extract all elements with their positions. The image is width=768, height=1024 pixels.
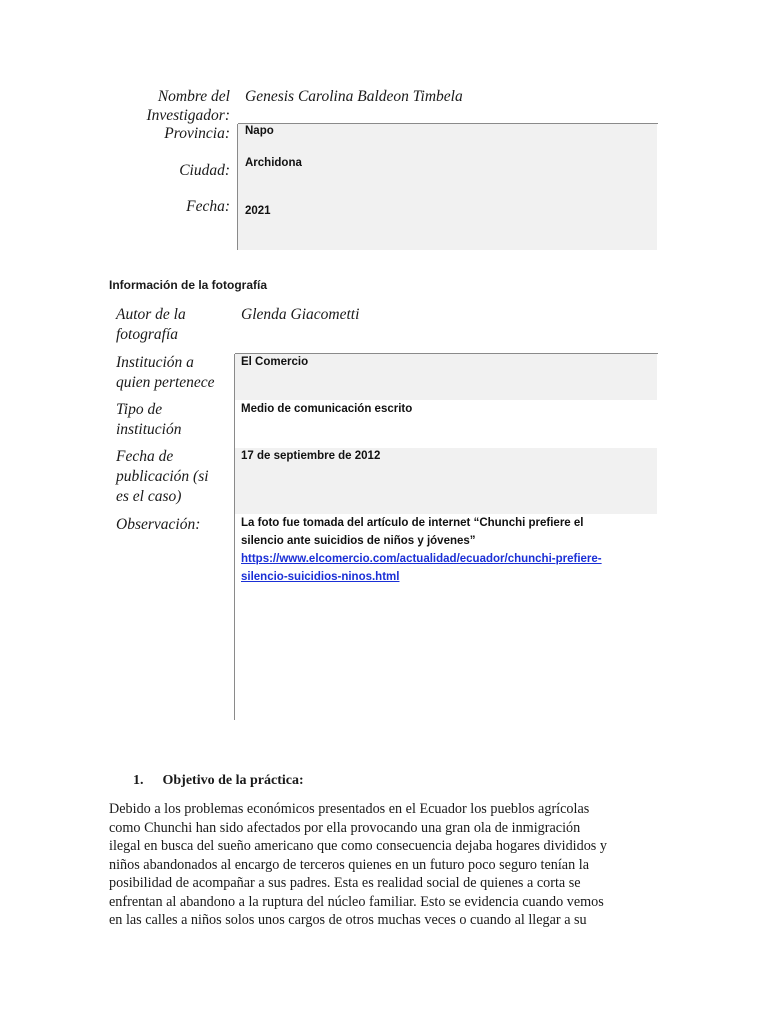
fecha-label: Fecha: bbox=[186, 198, 230, 215]
provincia-value: Napo bbox=[245, 125, 274, 137]
paragraph-line: Debido a los problemas económicos presentados en el Ecuador los pueblos agrícolas bbox=[109, 801, 590, 817]
objective-number: 1. bbox=[133, 773, 144, 788]
observation-text-line2: silencio ante suicidios de niños y jóvenes” bbox=[241, 535, 476, 547]
article-link-line1[interactable]: https://www.elcomercio.com/actualidad/ecuador/chunchi-prefiere- bbox=[241, 553, 602, 565]
pubdate-label-line2: publicación (si bbox=[116, 468, 209, 485]
article-link-line2[interactable]: silencio-suicidios-ninos.html bbox=[241, 571, 400, 583]
author-label bbox=[116, 305, 231, 345]
pubdate-value: 17 de septiembre de 2012 bbox=[241, 450, 381, 462]
table1-header-rule bbox=[238, 123, 658, 124]
paragraph-line: posibilidad de acompañar a sus padres. Esta es realidad social de quienes a corta se bbox=[109, 875, 581, 891]
table1-divider bbox=[237, 124, 238, 250]
investigator-label-line2: Investigador: bbox=[146, 107, 230, 124]
ciudad-value: Archidona bbox=[245, 157, 302, 169]
objective-title: Objetivo de la práctica: bbox=[162, 773, 304, 788]
institution-value: El Comercio bbox=[241, 356, 309, 368]
author-label-line2: fotografía bbox=[116, 326, 179, 343]
investigator-label-line1: Nombre del bbox=[157, 88, 230, 105]
investigator-label bbox=[100, 87, 230, 125]
pubdate-label bbox=[116, 447, 231, 507]
pubdate-label-line3: es el caso) bbox=[116, 488, 182, 505]
paragraph-line: niños abandonados al encargo de terceros quienes en un futuro poco seguro tenían la bbox=[109, 856, 589, 873]
institution-type-label-line1: Tipo de bbox=[116, 401, 163, 418]
observation-value bbox=[241, 514, 661, 586]
author-label-line1: Autor de la bbox=[116, 306, 186, 323]
ciudad-label: Ciudad: bbox=[179, 162, 230, 179]
paragraph-line: en las calles a niños solos unos cargos de otros muchas veces o cuando al llegar a su bbox=[109, 912, 587, 928]
institution-label bbox=[116, 353, 231, 393]
objective-heading bbox=[133, 773, 304, 789]
institution-label-line1: Institución a bbox=[116, 354, 194, 371]
institution-type-value: Medio de comunicación escrito bbox=[241, 403, 413, 415]
observation-label: Observación: bbox=[116, 516, 201, 533]
institution-type-label-line2: institución bbox=[116, 421, 182, 438]
institution-type-label bbox=[116, 400, 231, 440]
institution-label-line2: quien pertenece bbox=[116, 374, 215, 391]
paragraph-line: ilegal en busca del sueño americano que como consecuencia dejaba hogares divididos y bbox=[109, 838, 607, 854]
photo-section-title: Información de la fotografía bbox=[109, 278, 268, 292]
investigator-value: Genesis Carolina Baldeon Timbela bbox=[245, 88, 463, 105]
provincia-label: Provincia: bbox=[164, 125, 230, 142]
table1-shade bbox=[238, 124, 657, 250]
author-value: Glenda Giacometti bbox=[241, 306, 360, 323]
objective-paragraph bbox=[109, 800, 655, 930]
paragraph-line: enfrentan al abandono a la ruptura del núcleo familiar. Esto se evidencia cuando vemos bbox=[109, 893, 604, 910]
pubdate-label-line1: Fecha de bbox=[116, 448, 174, 465]
article-link[interactable] bbox=[241, 550, 661, 586]
fecha-value: 2021 bbox=[245, 205, 271, 217]
paragraph-line: como Chunchi han sido afectados por ella provocando una gran ola de inmigración bbox=[109, 819, 581, 836]
table2-divider bbox=[234, 354, 235, 720]
observation-text-line1: La foto fue tomada del artículo de internet “Chunchi prefiere el bbox=[241, 517, 584, 529]
